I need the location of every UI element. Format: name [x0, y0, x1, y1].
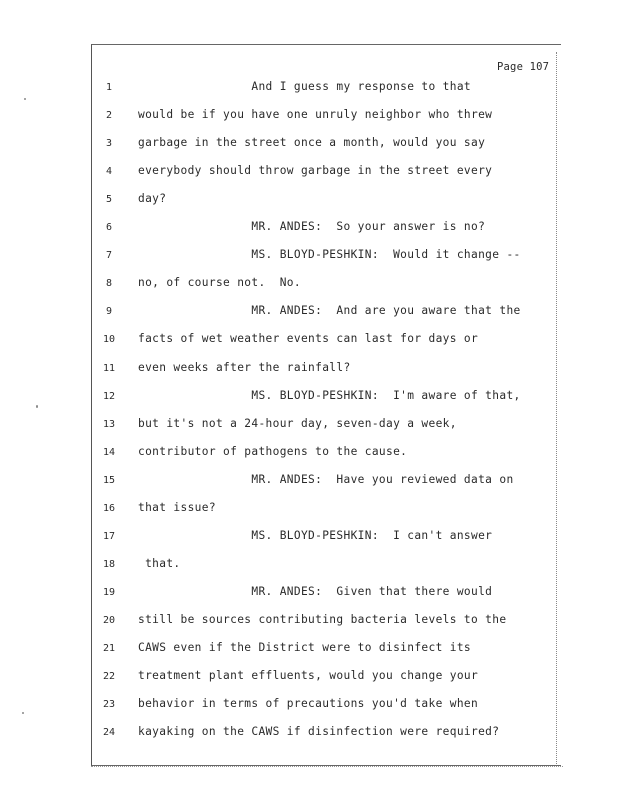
- line-text: would be if you have one unruly neighbor who threw: [138, 108, 493, 122]
- line-text: everybody should throw garbage in the street every: [138, 164, 493, 178]
- line-number: 18: [102, 558, 116, 570]
- line-text: MS. BLOYD-PESHKIN: Would it change --: [138, 248, 521, 262]
- line-number: 9: [105, 306, 113, 318]
- transcript-line: [0, 697, 618, 717]
- transcript-line: [0, 108, 618, 128]
- line-number: 10: [102, 334, 116, 346]
- transcript-line: [0, 585, 618, 605]
- line-number: 20: [102, 614, 116, 626]
- transcript-line: [0, 389, 618, 409]
- line-number: 17: [102, 530, 116, 542]
- line-number: 22: [102, 671, 116, 683]
- transcript-line: [0, 613, 618, 633]
- line-number: 2: [105, 110, 113, 122]
- line-text: MR. ANDES: And are you aware that the: [138, 304, 521, 318]
- scan-speck: [22, 712, 24, 714]
- transcript-line: [0, 725, 618, 745]
- line-text: that issue?: [138, 500, 216, 514]
- scan-speck: [36, 405, 38, 408]
- transcript-line: [0, 445, 618, 465]
- line-number: 21: [102, 643, 116, 654]
- line-text: garbage in the street once a month, would you say: [138, 136, 486, 150]
- transcript-line: [0, 529, 618, 549]
- transcript-line: [0, 276, 618, 296]
- line-number: 6: [105, 222, 113, 234]
- scan-speck: [24, 98, 26, 100]
- line-number: 14: [102, 446, 116, 458]
- line-number: 5: [105, 194, 113, 206]
- transcript-line: [0, 192, 618, 212]
- line-text: that.: [138, 556, 181, 570]
- transcript-line: [0, 136, 618, 156]
- transcript-line: [0, 669, 618, 689]
- page-number-header: Page 107: [497, 61, 550, 73]
- transcript-line: [0, 501, 618, 521]
- line-number: 24: [102, 727, 116, 739]
- line-number: 7: [105, 250, 113, 262]
- line-text: kayaking on the CAWS if disinfection were required?: [138, 725, 500, 739]
- transcript-line: [0, 80, 618, 100]
- line-text: MS. BLOYD-PESHKIN: I'm aware of that,: [138, 388, 521, 402]
- line-text: MR. ANDES: Given that there would: [138, 584, 493, 598]
- line-text: still be sources contributing bacteria levels to the: [138, 612, 507, 626]
- line-text: behavior in terms of precautions you'd take when: [138, 697, 479, 711]
- line-number: 13: [102, 418, 116, 430]
- line-number: 16: [102, 502, 116, 514]
- transcript-line: [0, 164, 618, 184]
- line-number: 19: [102, 586, 116, 598]
- line-number: 12: [102, 390, 116, 402]
- transcript-line: [0, 473, 618, 493]
- line-text: but it's not a 24-hour day, seven-day a week,: [138, 416, 457, 430]
- transcript-line: [0, 332, 618, 352]
- line-text: treatment plant effluents, would you change your: [138, 669, 479, 683]
- line-text: no, of course not. No.: [138, 276, 301, 290]
- line-number: 8: [105, 278, 113, 290]
- line-text: MS. BLOYD-PESHKIN: I can't answer: [138, 528, 493, 542]
- line-text: CAWS even if the District were to disinfect its: [138, 641, 472, 654]
- page-bottom-rule: [91, 766, 563, 767]
- transcript-line: [0, 248, 618, 268]
- transcript-line: [0, 304, 618, 324]
- line-text: MR. ANDES: Have you reviewed data on: [138, 472, 514, 486]
- line-text: MR. ANDES: So your answer is no?: [138, 220, 486, 234]
- line-number: 4: [105, 166, 113, 178]
- line-number: 15: [102, 474, 116, 486]
- transcript-line: [0, 417, 618, 437]
- transcript-line: [0, 220, 618, 240]
- line-number: 23: [102, 699, 116, 711]
- line-text: contributor of pathogens to the cause.: [138, 444, 408, 458]
- line-number: 1: [105, 82, 113, 93]
- line-text: day?: [138, 192, 167, 206]
- transcript-line: [0, 641, 618, 661]
- transcript-line: [0, 557, 618, 577]
- transcript-line: [0, 361, 618, 381]
- line-text: even weeks after the rainfall?: [138, 360, 351, 374]
- line-text: facts of wet weather events can last for days or: [138, 332, 479, 346]
- line-number: 3: [105, 138, 113, 150]
- line-text: And I guess my response to that: [138, 80, 472, 93]
- line-number: 11: [102, 362, 116, 374]
